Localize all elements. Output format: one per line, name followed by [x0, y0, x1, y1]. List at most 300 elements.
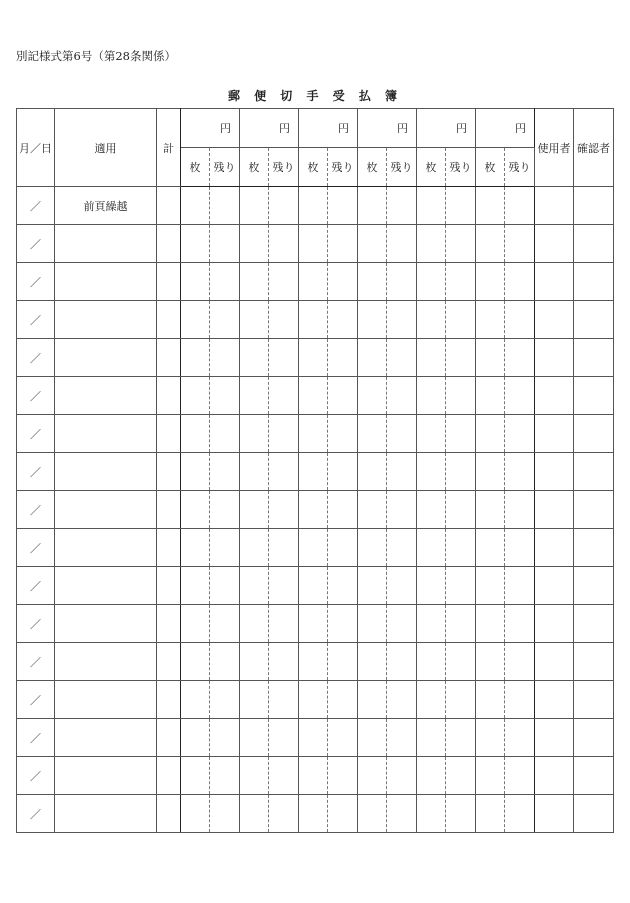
sheets-cell[interactable]: [240, 263, 269, 301]
remaining-cell[interactable]: [505, 225, 535, 263]
remaining-cell[interactable]: [210, 187, 240, 225]
description-cell[interactable]: [55, 681, 157, 719]
date-cell[interactable]: ／: [17, 187, 55, 225]
remaining-cell[interactable]: [328, 187, 358, 225]
sheets-cell[interactable]: [358, 681, 387, 719]
sheets-cell[interactable]: [476, 415, 505, 453]
remaining-cell[interactable]: [328, 491, 358, 529]
remaining-cell[interactable]: [387, 377, 417, 415]
sheets-cell[interactable]: [476, 681, 505, 719]
sheets-cell[interactable]: [299, 377, 328, 415]
sheets-cell[interactable]: [181, 339, 210, 377]
sheets-cell[interactable]: [299, 605, 328, 643]
sheets-cell[interactable]: [476, 795, 505, 833]
user-cell[interactable]: [535, 719, 574, 757]
date-cell[interactable]: ／: [17, 377, 55, 415]
sheets-cell[interactable]: [240, 605, 269, 643]
sheets-cell[interactable]: [181, 491, 210, 529]
sheets-cell[interactable]: [417, 453, 446, 491]
sheets-cell[interactable]: [358, 795, 387, 833]
table-row: [17, 529, 614, 567]
table-row: [17, 681, 614, 719]
header-remaining-3: 残り: [328, 148, 358, 187]
sheets-cell[interactable]: [299, 795, 328, 833]
sheets-cell[interactable]: [358, 339, 387, 377]
remaining-cell[interactable]: [387, 719, 417, 757]
header-sheets-5: 枚: [417, 148, 446, 187]
stamp-ledger-table: [16, 108, 614, 833]
remaining-cell[interactable]: [446, 415, 476, 453]
sheets-cell[interactable]: [240, 415, 269, 453]
sheets-cell[interactable]: [417, 757, 446, 795]
description-cell[interactable]: [55, 643, 157, 681]
sheets-cell[interactable]: [417, 643, 446, 681]
remaining-cell[interactable]: [505, 795, 535, 833]
date-cell[interactable]: ／: [17, 301, 55, 339]
sheets-cell[interactable]: [417, 377, 446, 415]
confirmer-cell[interactable]: [574, 567, 614, 605]
user-cell[interactable]: [535, 757, 574, 795]
remaining-cell[interactable]: [328, 605, 358, 643]
sheets-cell[interactable]: [476, 453, 505, 491]
sheets-cell[interactable]: [417, 795, 446, 833]
sheets-cell[interactable]: [240, 795, 269, 833]
confirmer-cell[interactable]: [574, 757, 614, 795]
total-cell[interactable]: [157, 795, 181, 833]
remaining-cell[interactable]: [387, 795, 417, 833]
remaining-cell[interactable]: [446, 339, 476, 377]
date-cell[interactable]: ／: [17, 529, 55, 567]
description-cell[interactable]: [55, 567, 157, 605]
description-cell[interactable]: [55, 491, 157, 529]
remaining-cell[interactable]: [328, 225, 358, 263]
confirmer-cell[interactable]: [574, 491, 614, 529]
remaining-cell[interactable]: [387, 187, 417, 225]
remaining-cell[interactable]: [446, 187, 476, 225]
remaining-cell[interactable]: [387, 567, 417, 605]
remaining-cell[interactable]: [328, 681, 358, 719]
description-cell[interactable]: [55, 263, 157, 301]
remaining-cell[interactable]: [210, 339, 240, 377]
remaining-cell[interactable]: [210, 263, 240, 301]
remaining-cell[interactable]: [328, 757, 358, 795]
sheets-cell[interactable]: [417, 187, 446, 225]
sheets-cell[interactable]: [358, 529, 387, 567]
remaining-cell[interactable]: [446, 263, 476, 301]
remaining-cell[interactable]: [328, 415, 358, 453]
sheets-cell[interactable]: [240, 187, 269, 225]
date-cell[interactable]: ／: [17, 339, 55, 377]
remaining-cell[interactable]: [269, 567, 299, 605]
remaining-cell[interactable]: [446, 757, 476, 795]
sheets-cell[interactable]: [299, 453, 328, 491]
remaining-cell[interactable]: [269, 491, 299, 529]
sheets-cell[interactable]: [417, 339, 446, 377]
remaining-cell[interactable]: [328, 643, 358, 681]
sheets-cell[interactable]: [476, 529, 505, 567]
sheets-cell[interactable]: [181, 377, 210, 415]
sheets-cell[interactable]: [240, 301, 269, 339]
sheets-cell[interactable]: [240, 643, 269, 681]
remaining-cell[interactable]: [210, 795, 240, 833]
sheets-cell[interactable]: [476, 719, 505, 757]
remaining-cell[interactable]: [446, 453, 476, 491]
confirmer-cell[interactable]: [574, 339, 614, 377]
date-cell[interactable]: ／: [17, 681, 55, 719]
date-cell[interactable]: ／: [17, 605, 55, 643]
sheets-cell[interactable]: [417, 567, 446, 605]
remaining-cell[interactable]: [505, 681, 535, 719]
user-cell[interactable]: [535, 377, 574, 415]
remaining-cell[interactable]: [269, 415, 299, 453]
total-cell[interactable]: [157, 529, 181, 567]
sheets-cell[interactable]: [181, 681, 210, 719]
remaining-cell[interactable]: [446, 529, 476, 567]
remaining-cell[interactable]: [446, 643, 476, 681]
remaining-cell[interactable]: [505, 415, 535, 453]
remaining-cell[interactable]: [505, 377, 535, 415]
sheets-cell[interactable]: [476, 301, 505, 339]
remaining-cell[interactable]: [269, 339, 299, 377]
user-cell[interactable]: [535, 643, 574, 681]
remaining-cell[interactable]: [387, 605, 417, 643]
confirmer-cell[interactable]: [574, 225, 614, 263]
description-cell[interactable]: [55, 415, 157, 453]
description-cell[interactable]: [55, 225, 157, 263]
sheets-cell[interactable]: [181, 415, 210, 453]
total-cell[interactable]: [157, 453, 181, 491]
header-sheets-4: 枚: [358, 148, 387, 187]
user-cell[interactable]: [535, 681, 574, 719]
sheets-cell[interactable]: [181, 605, 210, 643]
sheets-cell[interactable]: [358, 757, 387, 795]
sheets-cell[interactable]: [240, 491, 269, 529]
remaining-cell[interactable]: [269, 453, 299, 491]
remaining-cell[interactable]: [387, 491, 417, 529]
remaining-cell[interactable]: [328, 263, 358, 301]
user-cell[interactable]: [535, 795, 574, 833]
date-cell[interactable]: ／: [17, 415, 55, 453]
sheets-cell[interactable]: [299, 491, 328, 529]
remaining-cell[interactable]: [446, 719, 476, 757]
sheets-cell[interactable]: [299, 187, 328, 225]
remaining-cell[interactable]: [387, 339, 417, 377]
total-cell[interactable]: [157, 719, 181, 757]
remaining-cell[interactable]: [387, 225, 417, 263]
total-cell[interactable]: [157, 187, 181, 225]
remaining-cell[interactable]: [210, 643, 240, 681]
sheets-cell[interactable]: [358, 187, 387, 225]
remaining-cell[interactable]: [269, 605, 299, 643]
sheets-cell[interactable]: [358, 225, 387, 263]
remaining-cell[interactable]: [328, 377, 358, 415]
date-cell[interactable]: ／: [17, 795, 55, 833]
total-cell[interactable]: [157, 225, 181, 263]
remaining-cell[interactable]: [269, 529, 299, 567]
confirmer-cell[interactable]: [574, 377, 614, 415]
sheets-cell[interactable]: [417, 415, 446, 453]
user-cell[interactable]: [535, 491, 574, 529]
remaining-cell[interactable]: [210, 225, 240, 263]
date-cell[interactable]: ／: [17, 225, 55, 263]
total-cell[interactable]: [157, 681, 181, 719]
total-cell[interactable]: [157, 301, 181, 339]
sheets-cell[interactable]: [358, 415, 387, 453]
remaining-cell[interactable]: [328, 529, 358, 567]
sheets-cell[interactable]: [417, 681, 446, 719]
sheets-cell[interactable]: [358, 377, 387, 415]
remaining-cell[interactable]: [505, 301, 535, 339]
remaining-cell[interactable]: [269, 301, 299, 339]
user-cell[interactable]: [535, 415, 574, 453]
total-cell[interactable]: [157, 491, 181, 529]
remaining-cell[interactable]: [505, 643, 535, 681]
remaining-cell[interactable]: [505, 757, 535, 795]
remaining-cell[interactable]: [210, 301, 240, 339]
remaining-cell[interactable]: [387, 757, 417, 795]
header-remaining-5: 残り: [446, 148, 476, 187]
remaining-cell[interactable]: [269, 377, 299, 415]
remaining-cell[interactable]: [446, 301, 476, 339]
confirmer-cell[interactable]: [574, 453, 614, 491]
total-cell[interactable]: [157, 415, 181, 453]
sheets-cell[interactable]: [417, 719, 446, 757]
description-cell[interactable]: [55, 377, 157, 415]
sheets-cell[interactable]: [299, 719, 328, 757]
sheets-cell[interactable]: [299, 529, 328, 567]
sheets-cell[interactable]: [240, 225, 269, 263]
remaining-cell[interactable]: [505, 263, 535, 301]
sheets-cell[interactable]: [417, 605, 446, 643]
sheets-cell[interactable]: [476, 491, 505, 529]
total-cell[interactable]: [157, 263, 181, 301]
remaining-cell[interactable]: [328, 795, 358, 833]
sheets-cell[interactable]: [476, 225, 505, 263]
remaining-cell[interactable]: [387, 643, 417, 681]
remaining-cell[interactable]: [446, 225, 476, 263]
sheets-cell[interactable]: [181, 301, 210, 339]
remaining-cell[interactable]: [446, 377, 476, 415]
remaining-cell[interactable]: [210, 605, 240, 643]
remaining-cell[interactable]: [505, 491, 535, 529]
remaining-cell[interactable]: [210, 567, 240, 605]
date-cell[interactable]: ／: [17, 757, 55, 795]
sheets-cell[interactable]: [358, 567, 387, 605]
total-cell[interactable]: [157, 567, 181, 605]
sheets-cell[interactable]: [358, 263, 387, 301]
sheets-cell[interactable]: [417, 225, 446, 263]
remaining-cell[interactable]: [269, 719, 299, 757]
sheets-cell[interactable]: [240, 681, 269, 719]
total-cell[interactable]: [157, 757, 181, 795]
remaining-cell[interactable]: [269, 263, 299, 301]
remaining-cell[interactable]: [505, 453, 535, 491]
confirmer-cell[interactable]: [574, 187, 614, 225]
user-cell[interactable]: [535, 339, 574, 377]
remaining-cell[interactable]: [210, 757, 240, 795]
sheets-cell[interactable]: [476, 567, 505, 605]
remaining-cell[interactable]: [210, 377, 240, 415]
sheets-cell[interactable]: [358, 719, 387, 757]
sheets-cell[interactable]: [476, 187, 505, 225]
remaining-cell[interactable]: [446, 605, 476, 643]
remaining-cell[interactable]: [328, 453, 358, 491]
remaining-cell[interactable]: [210, 415, 240, 453]
sheets-cell[interactable]: [476, 605, 505, 643]
sheets-cell[interactable]: [358, 453, 387, 491]
sheets-cell[interactable]: [240, 757, 269, 795]
user-cell[interactable]: [535, 529, 574, 567]
sheets-cell[interactable]: [240, 339, 269, 377]
sheets-cell[interactable]: [358, 491, 387, 529]
sheets-cell[interactable]: [476, 377, 505, 415]
remaining-cell[interactable]: [269, 681, 299, 719]
sheets-cell[interactable]: [476, 757, 505, 795]
description-cell[interactable]: 前頁繰越: [55, 187, 157, 225]
sheets-cell[interactable]: [299, 681, 328, 719]
sheets-cell[interactable]: [299, 415, 328, 453]
description-cell[interactable]: [55, 719, 157, 757]
remaining-cell[interactable]: [505, 529, 535, 567]
user-cell[interactable]: [535, 225, 574, 263]
sheets-cell[interactable]: [181, 529, 210, 567]
confirmer-cell[interactable]: [574, 301, 614, 339]
confirmer-cell[interactable]: [574, 681, 614, 719]
remaining-cell[interactable]: [269, 643, 299, 681]
sheets-cell[interactable]: [299, 225, 328, 263]
remaining-cell[interactable]: [446, 567, 476, 605]
sheets-cell[interactable]: [299, 757, 328, 795]
description-cell[interactable]: [55, 605, 157, 643]
date-cell[interactable]: ／: [17, 263, 55, 301]
confirmer-cell[interactable]: [574, 605, 614, 643]
remaining-cell[interactable]: [210, 719, 240, 757]
sheets-cell[interactable]: [417, 529, 446, 567]
total-cell[interactable]: [157, 643, 181, 681]
sheets-cell[interactable]: [476, 263, 505, 301]
remaining-cell[interactable]: [328, 301, 358, 339]
remaining-cell[interactable]: [446, 681, 476, 719]
sheets-cell[interactable]: [299, 643, 328, 681]
remaining-cell[interactable]: [387, 301, 417, 339]
table-row: [17, 263, 614, 301]
sheets-cell[interactable]: [240, 529, 269, 567]
remaining-cell[interactable]: [269, 795, 299, 833]
remaining-cell[interactable]: [269, 225, 299, 263]
sheets-cell[interactable]: [358, 605, 387, 643]
sheets-cell[interactable]: [240, 453, 269, 491]
sheets-cell[interactable]: [181, 263, 210, 301]
sheets-cell[interactable]: [181, 567, 210, 605]
header-total: 計: [157, 109, 181, 187]
sheets-cell[interactable]: [240, 377, 269, 415]
sheets-cell[interactable]: [181, 643, 210, 681]
remaining-cell[interactable]: [210, 491, 240, 529]
user-cell[interactable]: [535, 605, 574, 643]
remaining-cell[interactable]: [210, 529, 240, 567]
user-cell[interactable]: [535, 187, 574, 225]
sheets-cell[interactable]: [476, 339, 505, 377]
confirmer-cell[interactable]: [574, 415, 614, 453]
description-cell[interactable]: [55, 795, 157, 833]
sheets-cell[interactable]: [181, 225, 210, 263]
remaining-cell[interactable]: [505, 719, 535, 757]
confirmer-cell[interactable]: [574, 643, 614, 681]
description-cell[interactable]: [55, 301, 157, 339]
user-cell[interactable]: [535, 301, 574, 339]
sheets-cell[interactable]: [417, 263, 446, 301]
description-cell[interactable]: [55, 529, 157, 567]
sheets-cell[interactable]: [181, 187, 210, 225]
user-cell[interactable]: [535, 567, 574, 605]
remaining-cell[interactable]: [505, 339, 535, 377]
confirmer-cell[interactable]: [574, 795, 614, 833]
sheets-cell[interactable]: [417, 301, 446, 339]
sheets-cell[interactable]: [299, 567, 328, 605]
sheets-cell[interactable]: [181, 453, 210, 491]
remaining-cell[interactable]: [505, 605, 535, 643]
description-cell[interactable]: [55, 339, 157, 377]
date-cell[interactable]: ／: [17, 643, 55, 681]
description-cell[interactable]: [55, 757, 157, 795]
description-cell[interactable]: [55, 453, 157, 491]
total-cell[interactable]: [157, 339, 181, 377]
remaining-cell[interactable]: [269, 187, 299, 225]
confirmer-cell[interactable]: [574, 529, 614, 567]
remaining-cell[interactable]: [387, 263, 417, 301]
confirmer-cell[interactable]: [574, 719, 614, 757]
remaining-cell[interactable]: [328, 567, 358, 605]
sheets-cell[interactable]: [181, 795, 210, 833]
table-row: [17, 795, 614, 833]
sheets-cell[interactable]: [358, 301, 387, 339]
sheets-cell[interactable]: [358, 643, 387, 681]
remaining-cell[interactable]: [387, 529, 417, 567]
remaining-cell[interactable]: [210, 681, 240, 719]
sheets-cell[interactable]: [299, 263, 328, 301]
sheets-cell[interactable]: [417, 491, 446, 529]
sheets-cell[interactable]: [476, 643, 505, 681]
remaining-cell[interactable]: [269, 757, 299, 795]
date-cell[interactable]: ／: [17, 719, 55, 757]
sheets-cell[interactable]: [240, 567, 269, 605]
user-cell[interactable]: [535, 453, 574, 491]
remaining-cell[interactable]: [210, 453, 240, 491]
sheets-cell[interactable]: [181, 719, 210, 757]
remaining-cell[interactable]: [328, 339, 358, 377]
remaining-cell[interactable]: [387, 453, 417, 491]
remaining-cell[interactable]: [446, 491, 476, 529]
remaining-cell[interactable]: [446, 795, 476, 833]
remaining-cell[interactable]: [387, 681, 417, 719]
sheets-cell[interactable]: [181, 757, 210, 795]
date-cell[interactable]: ／: [17, 491, 55, 529]
total-cell[interactable]: [157, 605, 181, 643]
remaining-cell[interactable]: [505, 567, 535, 605]
date-cell[interactable]: ／: [17, 453, 55, 491]
sheets-cell[interactable]: [299, 339, 328, 377]
sheets-cell[interactable]: [299, 301, 328, 339]
total-cell[interactable]: [157, 377, 181, 415]
date-cell[interactable]: ／: [17, 567, 55, 605]
sheets-cell[interactable]: [240, 719, 269, 757]
confirmer-cell[interactable]: [574, 263, 614, 301]
remaining-cell[interactable]: [387, 415, 417, 453]
remaining-cell[interactable]: [505, 187, 535, 225]
remaining-cell[interactable]: [328, 719, 358, 757]
user-cell[interactable]: [535, 263, 574, 301]
header-sheets-6: 枚: [476, 148, 505, 187]
